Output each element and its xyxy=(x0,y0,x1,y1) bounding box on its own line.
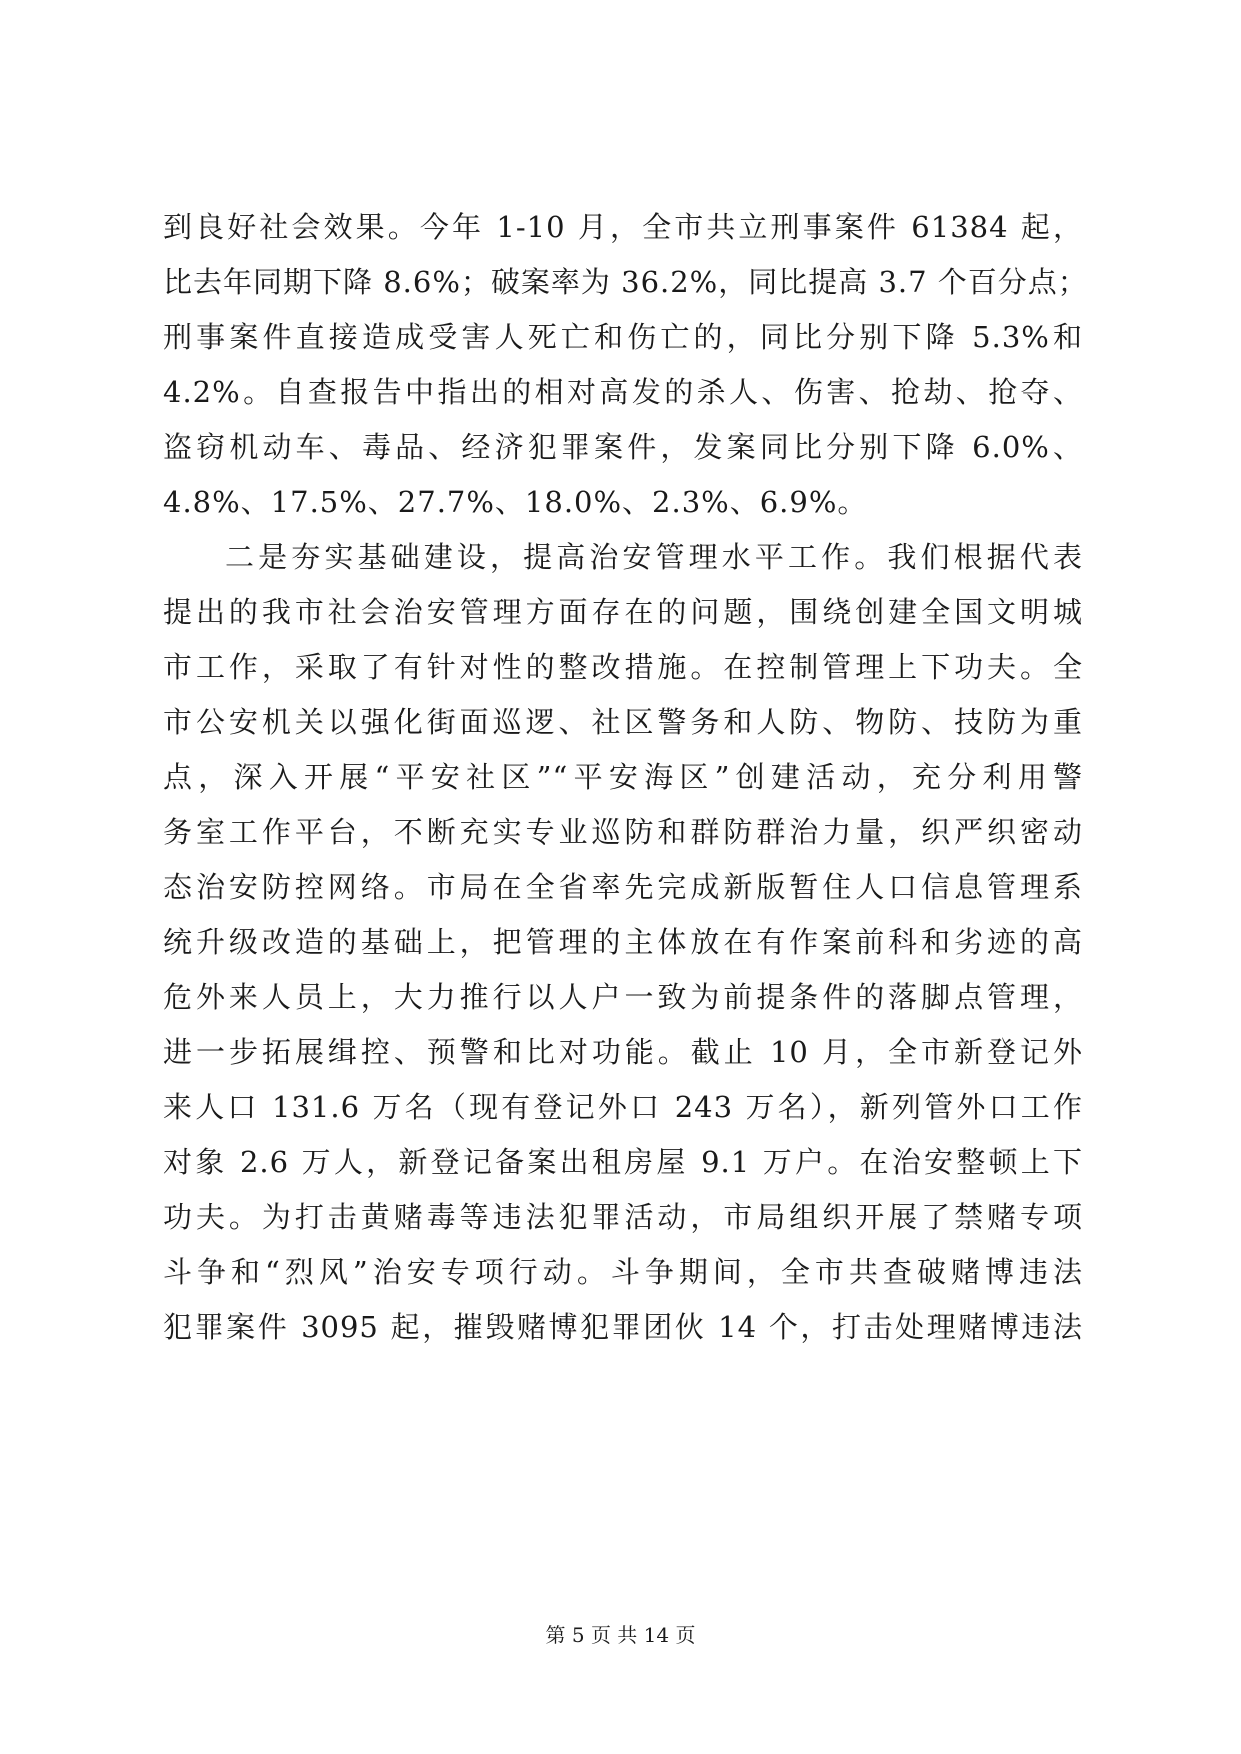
text-line-19: 功夫。为打击黄赌毒等违法犯罪活动，市局组织开展了禁赌专项 xyxy=(163,1200,1083,1234)
text-line-21: 犯罪案件 3095 起，摧毁赌博犯罪团伙 14 个，打击处理赌博违法 xyxy=(163,1310,1083,1344)
text-line-20: 斗争和“烈风”治安专项行动。斗争期间，全市共查破赌博违法 xyxy=(163,1255,1083,1289)
text-line-16: 进一步拓展缉控、预警和比对功能。截止 10 月，全市新登记外 xyxy=(163,1035,1083,1069)
text-line-12: 务室工作平台，不断充实专业巡防和群防群治力量，织严织密动 xyxy=(163,815,1083,849)
text-line-17: 来人口 131.6 万名（现有登记外口 243 万名），新列管外口工作 xyxy=(163,1090,1083,1124)
text-line-1: 到良好社会效果。今年 1-10 月，全市共立刑事案件 61384 起， xyxy=(163,210,1083,244)
text-line-9: 市工作，采取了有针对性的整改措施。在控制管理上下功夫。全 xyxy=(163,650,1083,684)
text-line-10: 市公安机关以强化街面巡逻、社区警务和人防、物防、技防为重 xyxy=(163,705,1083,739)
text-line-14: 统升级改造的基础上，把管理的主体放在有作案前科和劣迹的高 xyxy=(163,925,1083,959)
text-line-8: 提出的我市社会治安管理方面存在的问题，围绕创建全国文明城 xyxy=(163,595,1083,629)
text-line-5: 盗窃机动车、毒品、经济犯罪案件，发案同比分别下降 6.0%、 xyxy=(163,430,1083,464)
text-line-15: 危外来人员上，大力推行以人户一致为前提条件的落脚点管理， xyxy=(163,980,1083,1014)
text-line-4: 4.2%。自查报告中指出的相对高发的杀人、伤害、抢劫、抢夺、 xyxy=(163,375,1083,409)
text-line-2: 比去年同期下降 8.6%；破案率为 36.2%，同比提高 3.7 个百分点； xyxy=(163,265,1088,299)
text-line-13: 态治安防控网络。市局在全省率先完成新版暂住人口信息管理系 xyxy=(163,870,1083,904)
document-body xyxy=(163,200,1088,1355)
page-number-footer: 第 5 页 共 14 页 xyxy=(545,1623,696,1647)
text-line-3: 刑事案件直接造成受害人死亡和伤亡的，同比分别下降 5.3%和 xyxy=(163,320,1083,354)
text-line-18: 对象 2.6 万人，新登记备案出租房屋 9.1 万户。在治安整顿上下 xyxy=(163,1145,1083,1179)
text-line-7: 二是夯实基础建设，提高治安管理水平工作。我们根据代表 xyxy=(225,540,1083,574)
text-line-6: 4.8%、17.5%、27.7%、18.0%、2.3%、6.9%。 xyxy=(163,485,868,519)
text-line-11: 点，深入开展“平安社区”“平安海区”创建活动，充分利用警 xyxy=(163,760,1083,794)
